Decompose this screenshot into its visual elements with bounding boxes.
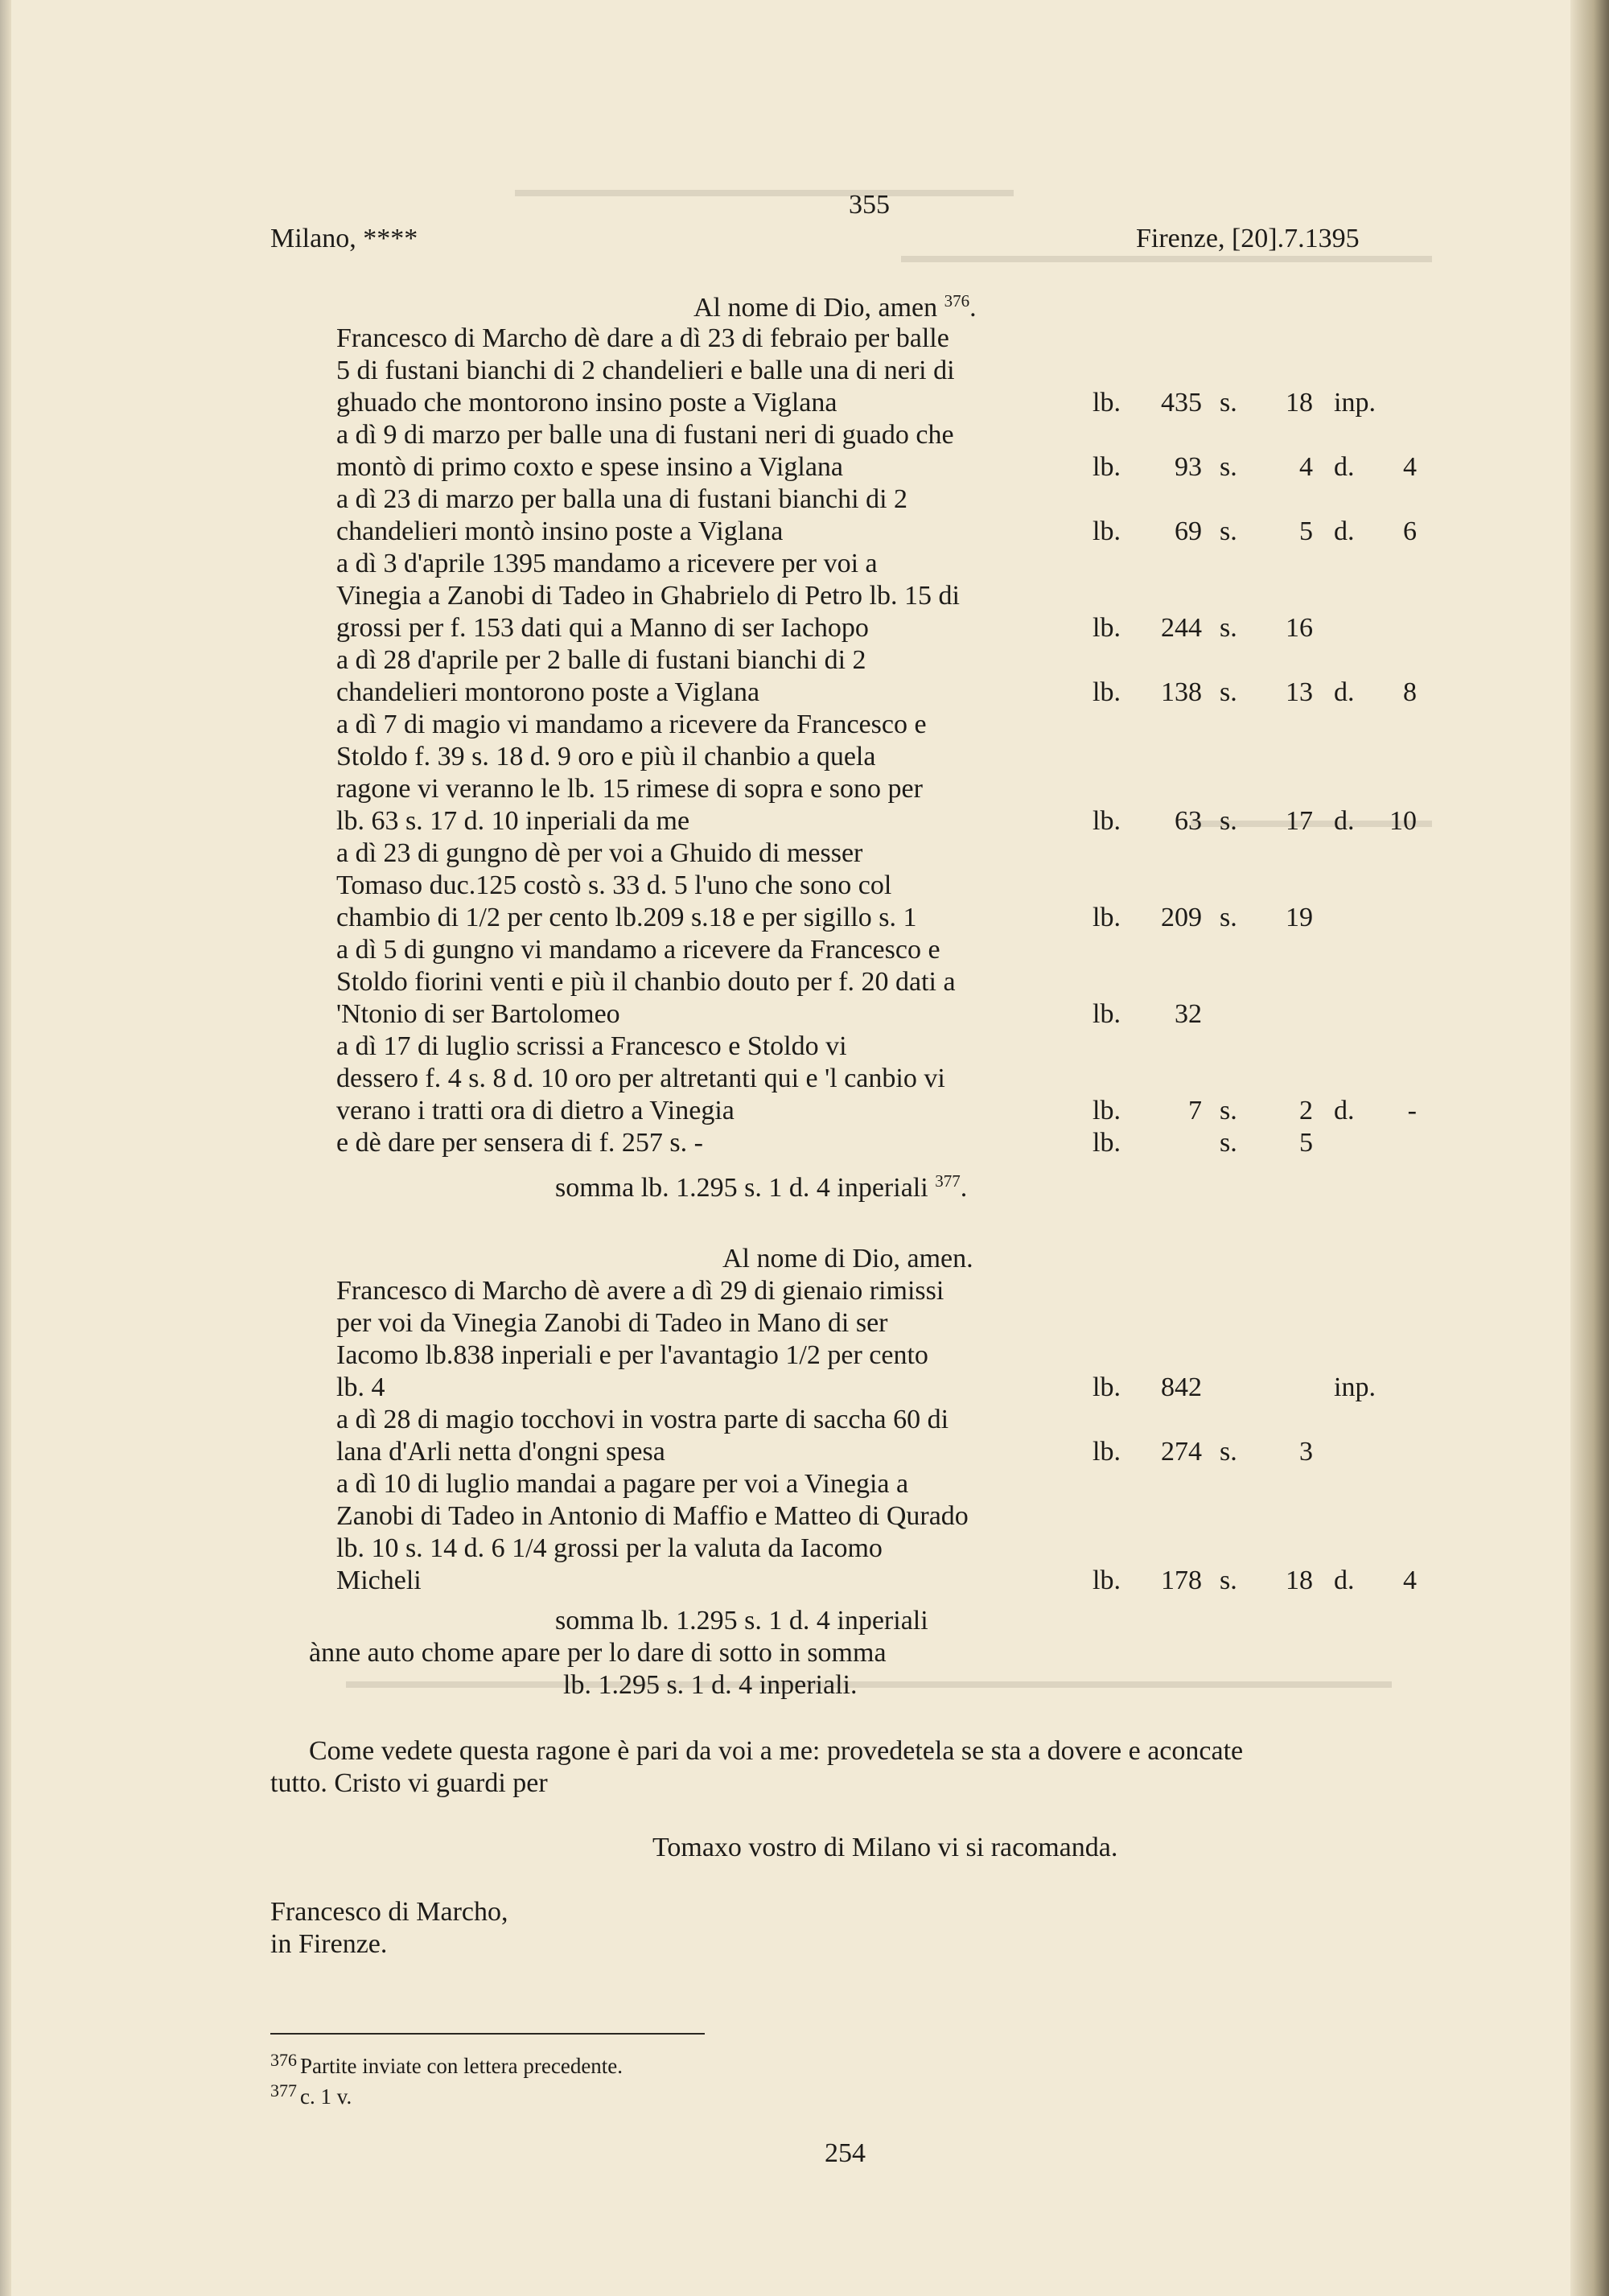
s-label: s. — [1220, 452, 1237, 482]
d-value: 4 — [1403, 1566, 1417, 1595]
ledger-line: per voi da Vinegia Zanobi di Tadeo in Mano di ser — [336, 1308, 888, 1338]
debit-total: somma lb. 1.295 s. 1 d. 4 inperiali $^{377}$. — [555, 1171, 968, 1203]
lb-value: 274 — [1161, 1437, 1202, 1467]
ledger-line: chambio di 1/2 per cento lb.209 s.18 e per sigillo s. 1 — [336, 903, 917, 932]
s-label: s. — [1220, 388, 1237, 418]
ledger-line: Stoldo f. 39 s. 18 d. 9 oro e più il chanbio a quela — [336, 742, 876, 772]
d-label: d. — [1334, 677, 1355, 707]
ledger-line: ghuado che montorono insino poste a Viglana — [336, 388, 837, 418]
ledger-line: a dì 28 di magio tocchovi in vostra parte di saccha 60 di — [336, 1405, 949, 1434]
s-label: s. — [1220, 1096, 1237, 1125]
s-value: 3 — [1299, 1437, 1313, 1467]
lb-label: lb. — [1093, 1437, 1121, 1467]
ledger-line: Vinegia a Zanobi di Tadeo in Ghabrielo di Petro lb. 15 di — [336, 581, 960, 611]
ledger-line: Francesco di Marcho dè dare a dì 23 di febraio per balle — [336, 323, 949, 353]
page-number-bottom: 254 — [825, 2138, 866, 2168]
ledger-line: chandelieri montò insino poste a Viglana — [336, 516, 784, 546]
ledger-line: lb. 10 s. 14 d. 6 1/4 grossi per la valuta da Iacomo — [336, 1533, 883, 1563]
ledger-line: a dì 10 di luglio mandai a pagare per voi a Vinegia a — [336, 1469, 909, 1499]
lb-value: 69 — [1175, 516, 1202, 546]
s-value: 5 — [1299, 516, 1313, 546]
address-line: Francesco di Marcho, — [270, 1897, 508, 1927]
ledger-line: Tomaso duc.125 costò s. 33 d. 5 l'uno che sono col — [336, 870, 892, 900]
s-label: s. — [1220, 1437, 1237, 1467]
footnote-ref: 377 — [935, 1171, 961, 1191]
s-value: 2 — [1299, 1096, 1313, 1125]
s-value: 17 — [1286, 806, 1313, 836]
ledger-line: lb. 63 s. 17 d. 10 inperiali da me — [336, 806, 690, 836]
ledger-line: lana d'Arli netta d'ongni spesa — [336, 1437, 665, 1467]
s-label: s. — [1220, 1566, 1237, 1595]
ledger-line: Francesco di Marcho dè avere a dì 29 di gienaio rimissi — [336, 1276, 944, 1306]
lb-label: lb. — [1093, 516, 1121, 546]
d-label: d. — [1334, 516, 1355, 546]
s-value: 18 — [1286, 1566, 1313, 1595]
d-value: - — [1407, 1096, 1417, 1125]
lb-value: 842 — [1161, 1372, 1202, 1402]
s-value: 18 — [1286, 388, 1313, 418]
s-value: 5 — [1299, 1128, 1313, 1158]
invocation: Al nome di Dio, amen $^{376}$. — [693, 291, 977, 323]
lb-label: lb. — [1093, 806, 1121, 836]
d-label: d. — [1334, 1566, 1355, 1595]
d-value: 6 — [1403, 516, 1417, 546]
amount-unit: inp. — [1334, 388, 1376, 418]
lb-label: lb. — [1093, 903, 1121, 932]
footnote: $^{377}$ c. 1 v. — [270, 2080, 352, 2109]
invocation: Al nome di Dio, amen. — [722, 1244, 973, 1273]
lb-label: lb. — [1093, 1128, 1121, 1158]
letter-destination-date: Firenze, [20].7.1395 — [1136, 224, 1360, 253]
lb-label: lb. — [1093, 999, 1121, 1029]
footnote: $^{376}$ Partite inviate con lettera precedente. — [270, 2050, 623, 2078]
ledger-line: verano i tratti ora di dietro a Vinegia — [336, 1096, 735, 1125]
ledger-line: a dì 17 di luglio scrissi a Francesco e Stoldo vi — [336, 1031, 847, 1061]
s-value: 16 — [1286, 613, 1313, 643]
ledger-line: a dì 7 di magio vi mandamo a ricevere da Francesco e — [336, 710, 927, 739]
lb-label: lb. — [1093, 677, 1121, 707]
page-left-edge — [0, 0, 11, 2296]
s-value: 4 — [1299, 452, 1313, 482]
ledger-line: Micheli — [336, 1566, 422, 1595]
s-label: s. — [1220, 677, 1237, 707]
closing-paragraph-line: tutto. Cristo vi guardi per — [270, 1768, 548, 1798]
ledger-line: Iacomo lb.838 inperiali e per l'avantagio 1/2 per cento — [336, 1340, 928, 1370]
ledger-line: a dì 5 di gungno vi mandamo a ricevere da Francesco e — [336, 935, 940, 965]
ledger-line: 5 di fustani bianchi di 2 chandelieri e balle una di neri di — [336, 356, 955, 385]
ledger-line: Stoldo fiorini venti e più il chanbio douto per f. 20 dati a — [336, 967, 956, 997]
d-label: d. — [1334, 806, 1355, 836]
letter-origin: Milano, **** — [270, 224, 418, 253]
s-value: 13 — [1286, 677, 1313, 707]
lb-label: lb. — [1093, 388, 1121, 418]
s-label: s. — [1220, 806, 1237, 836]
ledger-line: chandelieri montorono poste a Viglana — [336, 677, 760, 707]
ledger-line: dessero f. 4 s. 8 d. 10 oro per altretanti qui e 'l canbio vi — [336, 1064, 945, 1093]
lb-value: 32 — [1175, 999, 1202, 1029]
closing-paragraph-line: Come vedete questa ragone è pari da voi a me: provedetela se sta a dovere e aconcate — [309, 1736, 1244, 1766]
balance-final: lb. 1.295 s. 1 d. 4 inperiali. — [563, 1670, 858, 1700]
s-label: s. — [1220, 1128, 1237, 1158]
footnote-ref: 376 — [944, 291, 970, 311]
ledger-line: 'Ntonio di ser Bartolomeo — [336, 999, 620, 1029]
ledger-line: a dì 3 d'aprile 1395 mandamo a ricevere per voi a — [336, 549, 878, 578]
d-value: 10 — [1389, 806, 1417, 836]
d-label: d. — [1334, 452, 1355, 482]
ledger-line: lb. 4 — [336, 1372, 385, 1402]
amount-unit: inp. — [1334, 1372, 1376, 1402]
s-value: 19 — [1286, 903, 1313, 932]
lb-label: lb. — [1093, 1096, 1121, 1125]
lb-value: 435 — [1161, 388, 1202, 418]
ledger-line: a dì 23 di marzo per balla una di fustani bianchi di 2 — [336, 484, 908, 514]
ledger-line: a dì 23 di gungno dè per voi a Ghuido di messer — [336, 838, 863, 868]
page-number-top: 355 — [849, 190, 890, 220]
lb-label: lb. — [1093, 1566, 1121, 1595]
lb-value: 63 — [1175, 806, 1202, 836]
ledger-line: grossi per f. 153 dati qui a Manno di ser Iachopo — [336, 613, 869, 643]
ledger-line: montò di primo coxto e spese insino a Viglana — [336, 452, 844, 482]
ledger-line: a dì 9 di marzo per balle una di fustani neri di guado che — [336, 420, 954, 450]
d-value: 4 — [1403, 452, 1417, 482]
d-label: d. — [1334, 1096, 1355, 1125]
lb-label: lb. — [1093, 613, 1121, 643]
ledger-line: a dì 28 d'aprile per 2 balle di fustani bianchi di 2 — [336, 645, 866, 675]
signature: Tomaxo vostro di Milano vi si racomanda. — [652, 1833, 1118, 1862]
balance-note: ànne auto chome apare per lo dare di sotto in somma — [309, 1638, 887, 1668]
ledger-line: Zanobi di Tadeo in Antonio di Maffio e Matteo di Qurado — [336, 1501, 969, 1531]
credit-total: somma lb. 1.295 s. 1 d. 4 inperiali — [555, 1606, 928, 1636]
lb-value: 138 — [1161, 677, 1202, 707]
lb-value: 93 — [1175, 452, 1202, 482]
page-right-edge — [1570, 0, 1609, 2296]
lb-value: 209 — [1161, 903, 1202, 932]
address-line: in Firenze. — [270, 1929, 388, 1959]
lb-label: lb. — [1093, 452, 1121, 482]
s-label: s. — [1220, 516, 1237, 546]
ledger-line: ragone vi veranno le lb. 15 rimese di sopra e sono per — [336, 774, 923, 804]
lb-value: 7 — [1188, 1096, 1202, 1125]
s-label: s. — [1220, 903, 1237, 932]
d-value: 8 — [1403, 677, 1417, 707]
lb-value: 244 — [1161, 613, 1202, 643]
s-label: s. — [1220, 613, 1237, 643]
ledger-line: e dè dare per sensera di f. 257 s. - — [336, 1128, 703, 1158]
lb-value: 178 — [1161, 1566, 1202, 1595]
lb-label: lb. — [1093, 1372, 1121, 1402]
footnote-rule — [270, 2033, 705, 2035]
